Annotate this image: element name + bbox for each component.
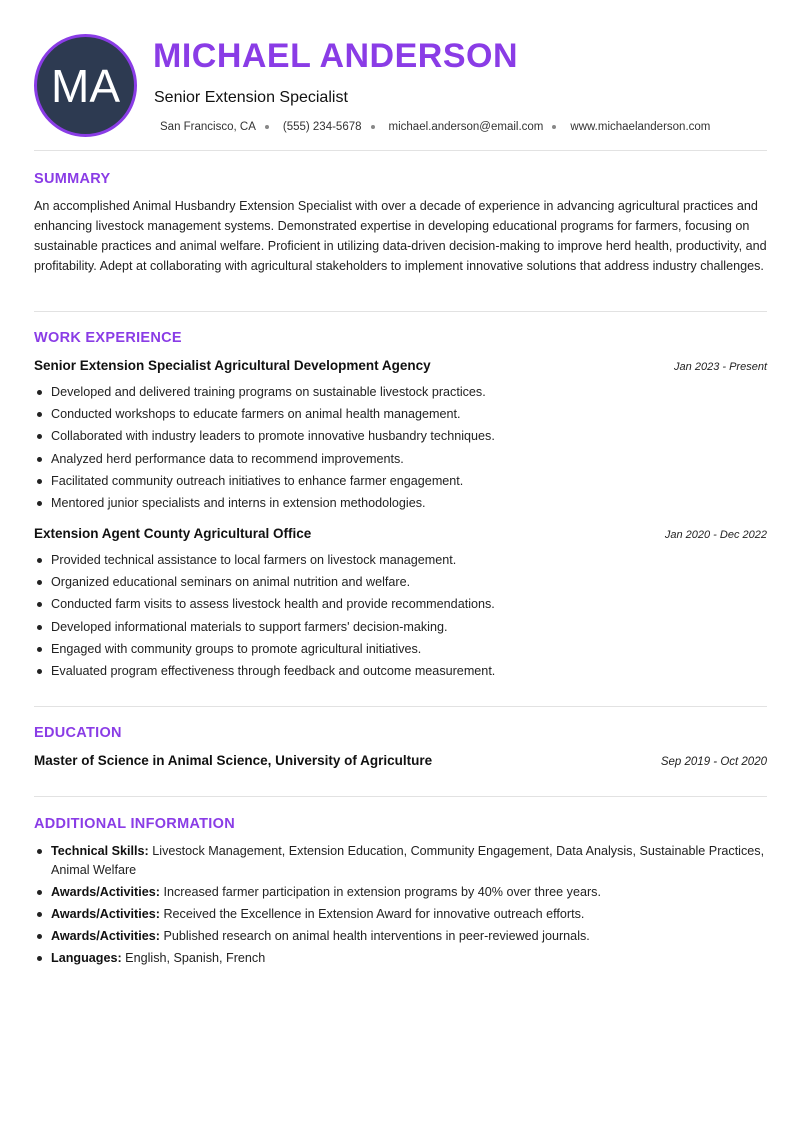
info-label: Languages: (51, 951, 122, 965)
info-label: Awards/Activities: (51, 906, 160, 921)
job-dates: Jan 2023 - Present (674, 361, 767, 373)
list-item (34, 905, 769, 924)
job-header (34, 526, 767, 541)
separator-dot-icon (265, 125, 269, 129)
list-item (34, 949, 769, 968)
section-title-education: EDUCATION (34, 725, 122, 741)
divider (34, 796, 767, 797)
info-label: Technical Skills: (51, 844, 149, 858)
job-role: Senior Extension Specialist Agricultural Development Agency (34, 358, 431, 373)
job-role: Extension Agent County Agricultural Office (34, 526, 312, 541)
list-item (34, 842, 769, 879)
info-text: Published research on animal health interventions in peer-reviewed journals. (159, 928, 590, 943)
candidate-title: Senior Extension Specialist (154, 89, 348, 106)
list-item: Organized educational seminars on animal nutrition and welfare. (34, 571, 769, 593)
contact-website[interactable]: www.michaelanderson.com (570, 121, 711, 133)
contact-phone: (555) 234-5678 (282, 121, 362, 133)
list-item: Analyzed herd performance data to recommend improvements. (34, 448, 769, 470)
additional-list (34, 842, 769, 971)
education-header (34, 753, 767, 768)
list-item: Conducted farm visits to assess livestock health and provide recommendations. (34, 593, 769, 615)
summary-text: An accomplished Animal Husbandry Extension Specialist with over a decade of experience in advancing agricultural practices and enhancing livestock management systems. Demonstrated expertise in developing educational programs for farmers, focusing on sustainable practices and animal welfare. Proficient in utilizing data-driven decision-making to improve herd health, productivity, and profitability. Adept at collaborating with agricultural stakeholders to implement innovative solutions that address industry challenges. (34, 199, 767, 273)
education-degree: Master of Science in Animal Science, University of Agriculture (34, 753, 433, 768)
avatar (34, 34, 137, 137)
info-text: Received the Excellence in Extension Award for innovative outreach efforts. (159, 906, 585, 921)
info-text: Increased farmer participation in extension programs by 40% over three years. (159, 884, 601, 899)
list-item: Engaged with community groups to promote agricultural initiatives. (34, 638, 769, 660)
job-bullets (34, 549, 769, 682)
divider (34, 311, 767, 312)
list-item: Evaluated program effectiveness through feedback and outcome measurement. (34, 660, 769, 682)
education-dates: Sep 2019 - Oct 2020 (660, 756, 767, 768)
divider (34, 150, 767, 151)
list-item: Provided technical assistance to local farmers on livestock management. (34, 549, 769, 571)
contact-email[interactable]: michael.anderson@email.com (388, 121, 544, 133)
contact-bar (160, 121, 710, 133)
contact-location: San Francisco, CA (160, 121, 256, 133)
section-title-summary: SUMMARY (34, 171, 111, 187)
list-item: Developed informational materials to support farmers' decision-making. (34, 616, 769, 638)
candidate-name: MICHAEL ANDERSON (153, 37, 519, 75)
list-item: Conducted workshops to educate farmers on animal health management. (34, 403, 769, 425)
section-title-experience: WORK EXPERIENCE (34, 330, 182, 346)
list-item (34, 927, 769, 946)
list-item: Collaborated with industry leaders to promote innovative husbandry techniques. (34, 425, 769, 447)
list-item: Developed and delivered training programs on sustainable livestock practices. (34, 381, 769, 403)
divider (34, 706, 767, 707)
avatar-initials: MA (51, 59, 120, 112)
job-bullets (34, 381, 769, 514)
list-item: Mentored junior specialists and interns in extension methodologies. (34, 492, 769, 514)
list-item: Facilitated community outreach initiatives to enhance farmer engagement. (34, 470, 769, 492)
info-label: Awards/Activities: (51, 928, 160, 943)
info-text: English, Spanish, French (121, 951, 266, 965)
info-text: Livestock Management, Extension Education, Community Engagement, Data Analysis, Sustainable Practices, Animal Welfare (51, 844, 765, 877)
list-item (34, 883, 769, 902)
section-title-additional: ADDITIONAL INFORMATION (34, 816, 235, 832)
job-header (34, 358, 767, 373)
separator-dot-icon (371, 125, 375, 129)
info-label: Awards/Activities: (51, 884, 160, 899)
job-dates: Jan 2020 - Dec 2022 (664, 529, 767, 541)
separator-dot-icon (552, 125, 556, 129)
